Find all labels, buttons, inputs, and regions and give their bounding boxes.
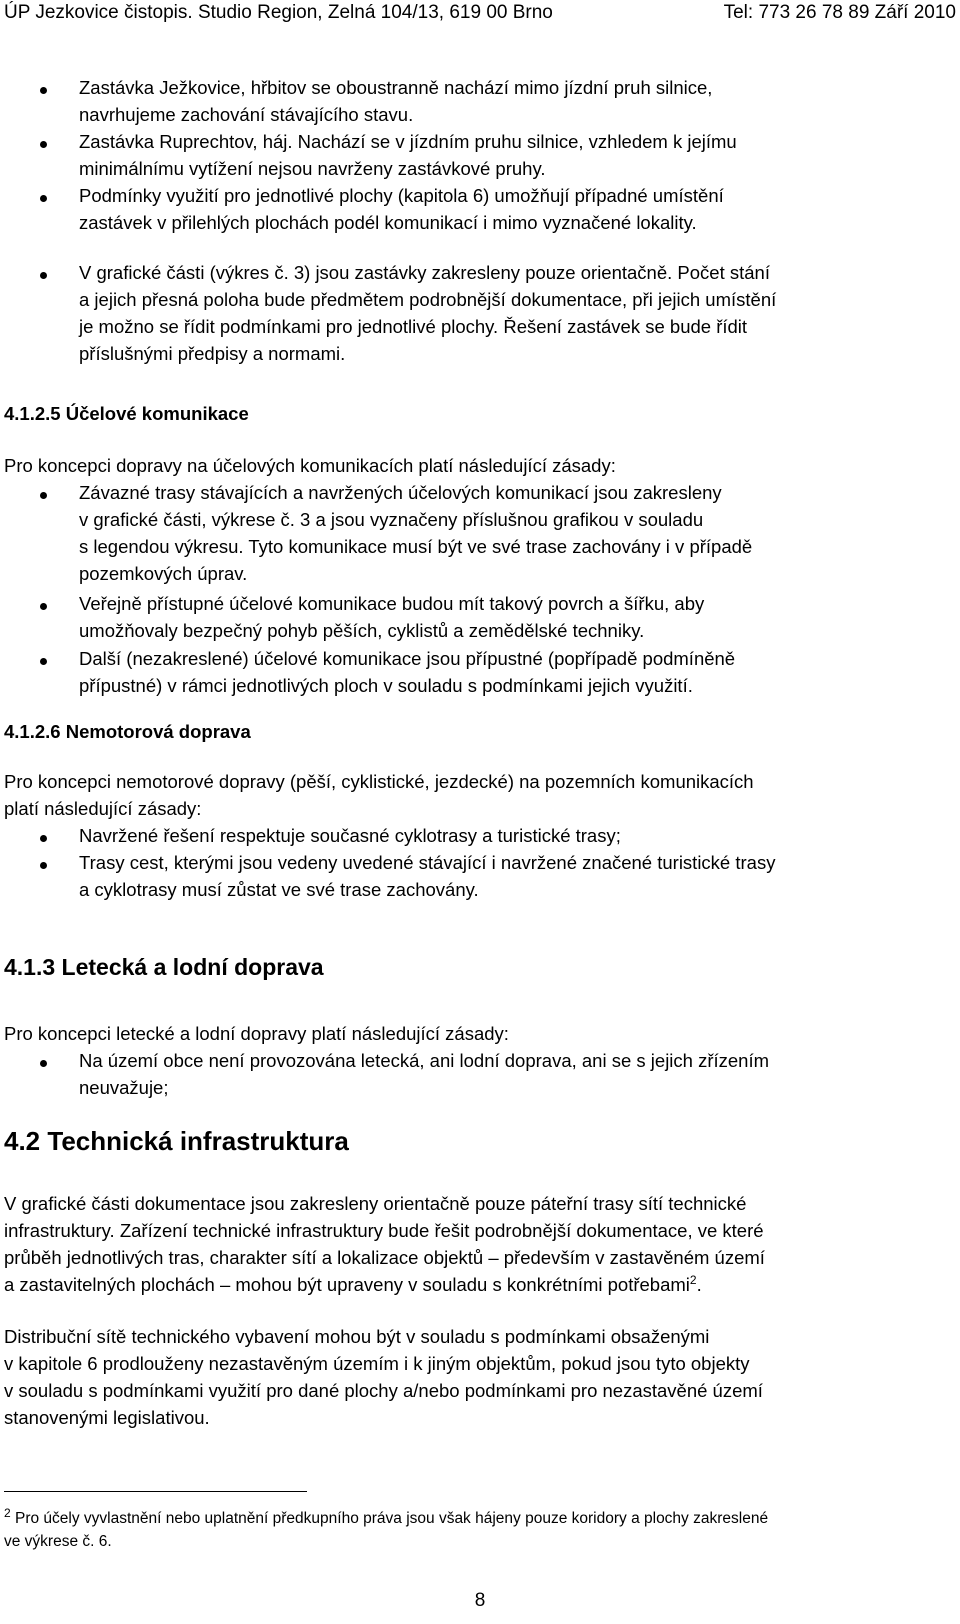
list-item-line: Zastávka Ruprechtov, háj. Nachází se v jízdním pruhu silnice, vzhledem k jejímu <box>79 131 737 152</box>
list-item-line: Podmínky využití pro jednotlivé plochy (kapitola 6) umožňují případné umístění <box>79 185 724 206</box>
list-item-line: Zastávka Ježkovice, hřbitov se oboustranně nachází mimo jízdní pruh silnice, <box>79 77 713 98</box>
list-item-line: přípustné) v rámci jednotlivých ploch v souladu s podmínkami jejich využití. <box>79 675 693 696</box>
list-item-line: pozemkových úprav. <box>79 563 248 584</box>
list-item <box>79 822 949 849</box>
list-item <box>79 1047 949 1101</box>
section-heading: 4.1.2.6 Nemotorová doprava <box>4 721 251 742</box>
list-item-line: minimálnímu vytížení nejsou navrženy zastávkové pruhy. <box>79 158 546 179</box>
bullet-dot <box>40 272 47 279</box>
list-item-line: Další (nezakreslené) účelové komunikace jsou přípustné (popřípadě podmíněně <box>79 648 736 669</box>
paragraph-line-text: a zastavitelných plochách – mohou být upraveny v souladu s konkrétními potřebami <box>4 1274 690 1295</box>
list-item-line: Veřejně přístupné účelové komunikace budou mít takový povrch a šířku, aby <box>79 593 705 614</box>
footnote-reference[interactable]: 2 <box>689 1272 697 1287</box>
list-item <box>79 128 949 182</box>
list-item-line: a jejich přesná poloha bude předmětem podrobnější dokumentace, při jejich umístění <box>79 289 777 310</box>
bullet-dot <box>40 1060 47 1067</box>
footnote-text: Pro účely vyvlastnění nebo uplatnění předkupního práva jsou však hájeny pouze koridory a plochy zakreslené <box>15 1510 769 1527</box>
list-item-line: v grafické části, výkrese č. 3 a jsou vyznačeny příslušnou grafikou v souladu <box>79 509 704 530</box>
list-item-line: příslušnými předpisy a normami. <box>79 343 346 364</box>
page-header <box>4 2 956 24</box>
bullet-dot <box>40 658 47 665</box>
list-item-line: a cyklotrasy musí zůstat ve své trase zachovány. <box>79 879 479 900</box>
footnote-mark: 2 <box>4 1505 11 1520</box>
list-item-line: s legendou výkresu. Tyto komunikace musí být ve své trase zachovány i v případě <box>79 536 753 557</box>
footnote <box>4 1507 954 1553</box>
paragraph-line: stanovenými legislativou. <box>4 1407 210 1428</box>
list-item-line: navrhujeme zachování stávajícího stavu. <box>79 104 414 125</box>
header-right-text: Tel: 773 26 78 89 Září 2010 <box>723 2 956 23</box>
list-item-line: Na území obce není provozována letecká, ani lodní doprava, ani se s jejich zřízením <box>79 1050 770 1071</box>
list-item-line: V grafické části (výkres č. 3) jsou zastávky zakresleny pouze orientačně. Počet stání <box>79 262 770 283</box>
footnote-separator <box>4 1491 307 1492</box>
bullet-dot <box>40 195 47 202</box>
list-item-line: Navržené řešení respektuje současné cyklotrasy a turistické trasy; <box>79 825 621 846</box>
section-heading: 4.2 Technická infrastruktura <box>4 1126 349 1156</box>
list-item <box>79 74 949 128</box>
paragraph-line: Distribuční sítě technického vybavení mohou být v souladu s podmínkami obsaženými <box>4 1326 710 1347</box>
section-heading: 4.1.3 Letecká a lodní doprava <box>4 954 324 980</box>
section-heading: 4.1.2.5 Účelové komunikace <box>4 403 249 424</box>
paragraph-line: v kapitole 6 prodlouženy nezastavěným územím i k jiným objektům, pokud jsou tyto objekty <box>4 1353 750 1374</box>
footnote-line: ve výkrese č. 6. <box>4 1533 112 1550</box>
bullet-dot <box>40 862 47 869</box>
list-item-line: umožňovaly bezpečný pohyb pěších, cyklistů a zemědělské techniky. <box>79 620 645 641</box>
paragraph-line: Pro koncepci nemotorové dopravy (pěší, cyklistické, jezdecké) na pozemních komunikacích <box>4 771 754 792</box>
bullet-dot <box>40 835 47 842</box>
paragraph-line: infrastruktury. Zařízení technické infrastruktury bude řešit podrobnější dokumentace, ve které <box>4 1220 764 1241</box>
page-number: 8 <box>474 1590 486 1611</box>
paragraph-line: V grafické části dokumentace jsou zakresleny orientačně pouze páteřní trasy sítí technické <box>4 1193 747 1214</box>
bullet-dot <box>40 87 47 94</box>
list-item <box>79 479 949 587</box>
list-item <box>79 645 949 699</box>
bullet-dot <box>40 492 47 499</box>
list-item <box>79 590 949 644</box>
paragraph-line <box>4 1271 954 1298</box>
list-item-line: Trasy cest, kterými jsou vedeny uvedené stávající i navržené značené turistické trasy <box>79 852 776 873</box>
list-item <box>79 259 949 367</box>
paragraph-line: průběh jednotlivých tras, charakter sítí a lokalizace objektů – především v zastavěném území <box>4 1247 765 1268</box>
paragraph <box>4 1323 954 1431</box>
list-item-line: Závazné trasy stávajících a navržených účelových komunikací jsou zakresleny <box>79 482 722 503</box>
paragraph-line: platí následující zásady: <box>4 798 202 819</box>
list-item <box>79 849 949 903</box>
paragraph <box>4 1190 954 1298</box>
list-item-line: neuvažuje; <box>79 1077 169 1098</box>
section-intro: Pro koncepci dopravy na účelových komunikacích platí následující zásady: <box>4 455 616 476</box>
header-left-text: ÚP Jezkovice čistopis. Studio Region, Zelná 104/13, 619 00 Brno <box>4 2 553 23</box>
list-item-line: zastávek v přilehlých plochách podél komunikací i mimo vyznačené lokality. <box>79 212 697 233</box>
bullet-dot <box>40 141 47 148</box>
list-item <box>79 182 949 236</box>
paragraph-line-end: . <box>696 1274 702 1295</box>
section-intro: Pro koncepci letecké a lodní dopravy platí následující zásady: <box>4 1023 509 1044</box>
section-intro <box>4 768 954 822</box>
bullet-dot <box>40 603 47 610</box>
footnote-line <box>4 1507 954 1530</box>
paragraph-line: v souladu s podmínkami využití pro dané plochy a/nebo podmínkami pro nezastavěné území <box>4 1380 763 1401</box>
list-item-line: je možno se řídit podmínkami pro jednotlivé plochy. Řešení zastávek se bude řídit <box>79 316 748 337</box>
